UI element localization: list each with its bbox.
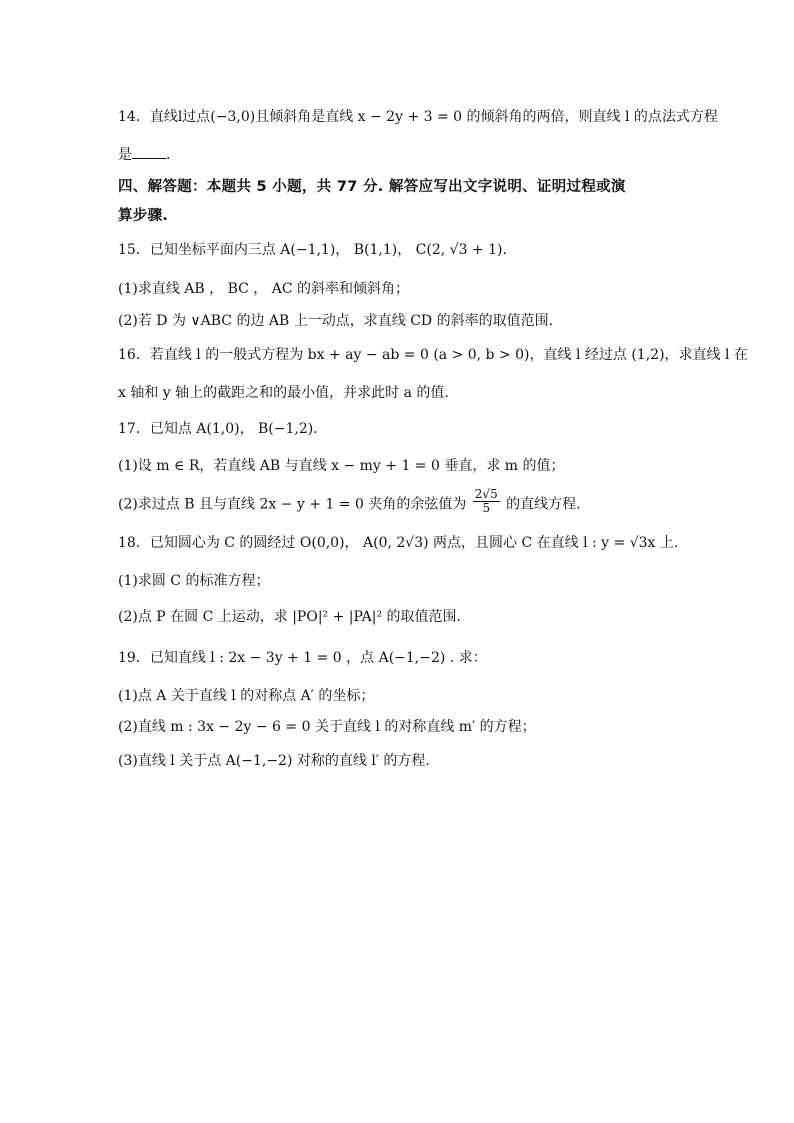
q17-part2-prefix: (2)求过点 B 且与直线 2x − y + 1 = 0 夹角的余弦值为	[118, 496, 467, 513]
q18-part1: (1)求圆 C 的标准方程；	[118, 573, 270, 589]
q14-suffix: ．	[166, 147, 180, 163]
q14-line1: 14．直线l过点(−3,0)且倾斜角是直线 x − 2y + 3 = 0 的倾斜角的两倍，则直线 l 的点法式方程	[118, 109, 718, 125]
section4-heading-line2: 算步骤.	[118, 208, 169, 224]
q17-stem: 17．已知点 A(1,0)， B(−1,2).	[118, 421, 318, 437]
q19-part2: (2)直线 m : 3x − 2y − 6 = 0 关于直线 l 的对称直线 m′ 的方程；	[118, 719, 536, 735]
q16-line2: x 轴和 y 轴上的截距之和的最小值，并求此时 a 的值.	[118, 385, 449, 401]
q14-line2	[118, 145, 180, 165]
q15-stem: 15．已知坐标平面内三点 A(−1,1)， B(1,1)， C(2, √3 + 1).	[118, 242, 507, 258]
q17-part2	[118, 487, 581, 518]
answer-blank	[132, 146, 166, 159]
q18-stem: 18．已知圆心为 C 的圆经过 O(0,0)， A(0, 2√3) 两点，且圆心 C 在直线 l : y = √3x 上.	[118, 535, 679, 551]
q17-part1: (1)设 m ∈ R，若直线 AB 与直线 x − my + 1 = 0 垂直，求 m 的值；	[118, 458, 565, 474]
q19-part3: (3)直线 l 关于点 A(−1,−2) 对称的直线 l′ 的方程.	[118, 753, 430, 769]
q16-line1: 16．若直线 l 的一般式方程为 bx + ay − ab = 0 (a > 0, b > 0)，直线 l 经过点 (1,2)，求直线 l 在	[118, 347, 748, 363]
q15-part2: (2)若 D 为 ∨ABC 的边 AB 上一动点，求直线 CD 的斜率的取值范围.	[118, 313, 554, 329]
q17-part2-suffix: 的直线方程.	[506, 496, 581, 513]
q14-prefix: 是	[118, 147, 132, 163]
section4-heading-line1: 四、解答题：本题共 5 小题，共 77 分. 解答应写出文字说明、证明过程或演	[118, 179, 626, 195]
q19-stem: 19．已知直线 l : 2x − 3y + 1 = 0 ，点 A(−1,−2) . 求：	[118, 650, 487, 666]
fraction-numerator: 2√5	[474, 487, 498, 501]
q19-part1: (1)点 A 关于直线 l 的对称点 A′ 的坐标；	[118, 688, 375, 704]
q15-part1: (1)求直线 AB ， BC ， AC 的斜率和倾斜角；	[118, 281, 410, 297]
fraction	[473, 488, 500, 515]
fraction-denominator: 5	[482, 501, 491, 515]
q18-part2: (2)点 P 在圆 C 上运动，求 |PO|² + |PA|² 的取值范围.	[118, 609, 461, 625]
